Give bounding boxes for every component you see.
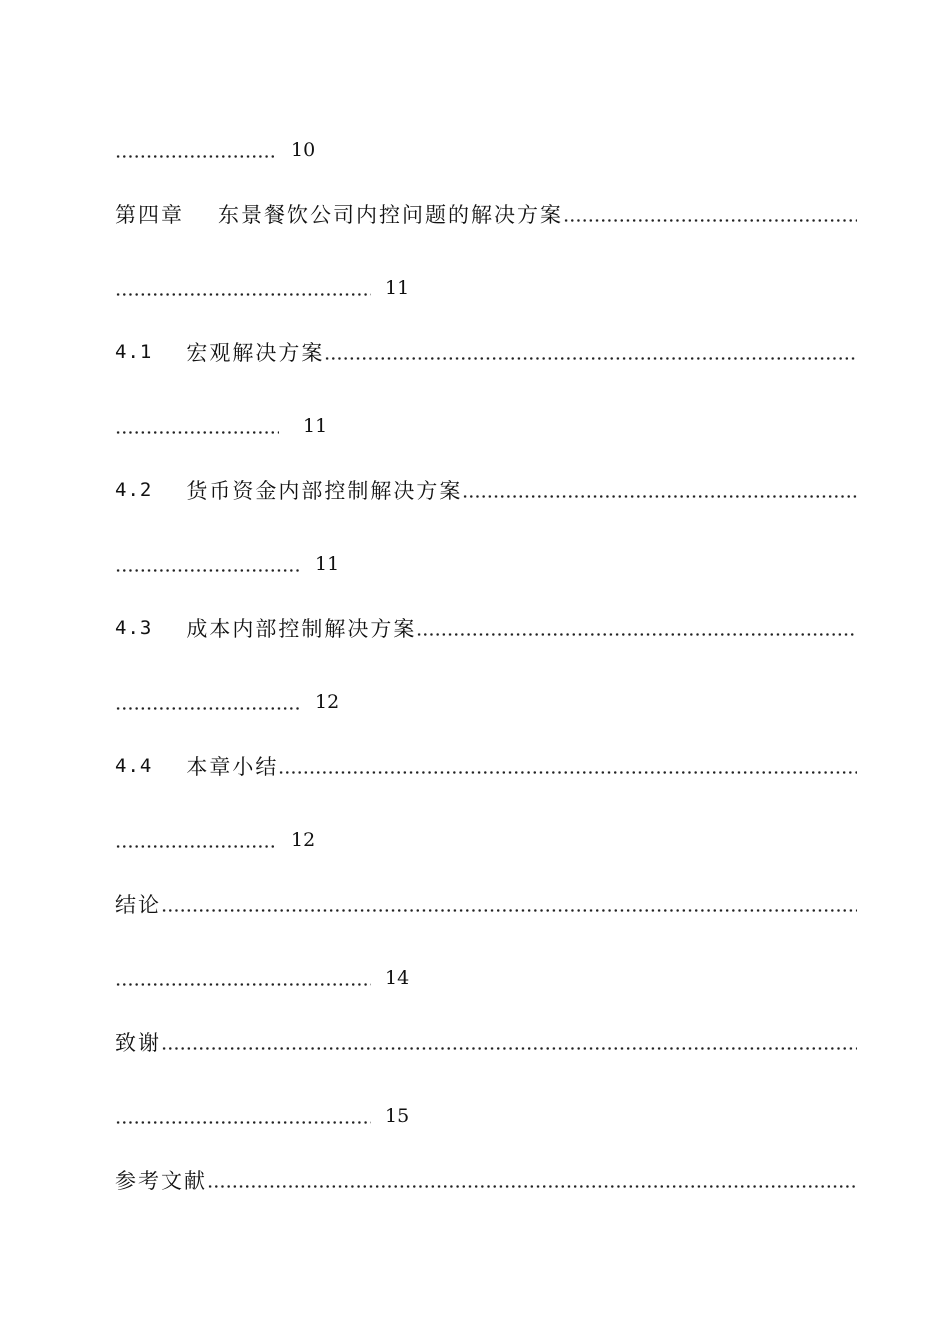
dot-leader: [115, 685, 301, 719]
toc-continuation-line: [115, 271, 409, 305]
toc-page-number: 14: [385, 967, 410, 989]
dot-leader: [278, 749, 857, 783]
toc-page-number: 11: [315, 553, 340, 575]
toc-entry-chapter-4[interactable]: [115, 197, 857, 231]
toc-entry-title: 致谢: [115, 1031, 161, 1055]
dot-leader: [462, 473, 857, 507]
toc-page-number: 15: [385, 1105, 410, 1127]
toc-entry-title: 参考文献: [115, 1169, 207, 1193]
toc-entry-title: 成本内部控制解决方案: [186, 617, 417, 641]
toc-entry-title: 宏观解决方案: [186, 341, 325, 365]
toc-entry-number: 第四章: [115, 203, 184, 227]
dot-leader: [207, 1163, 857, 1197]
toc-entry-number: 4.1: [115, 341, 153, 363]
toc-entry-acknowledgements[interactable]: [115, 1025, 857, 1059]
dot-leader: [115, 409, 279, 443]
dot-leader: [324, 335, 857, 369]
dot-leader: [115, 547, 301, 581]
toc-page-number: 11: [385, 277, 410, 299]
toc-continuation-line: [115, 685, 339, 719]
toc-entry-4-1[interactable]: [115, 335, 857, 369]
toc-continuation-line: [115, 547, 339, 581]
dot-leader: [416, 611, 857, 645]
toc-page-number: 10: [291, 139, 316, 161]
dot-leader: [115, 823, 277, 857]
toc-entry-number: 4.2: [115, 479, 153, 501]
toc-continuation-line: [115, 823, 315, 857]
toc-entry-4-2[interactable]: [115, 473, 857, 507]
dot-leader: [563, 197, 857, 231]
dot-leader: [161, 1025, 857, 1059]
dot-leader: [115, 961, 371, 995]
dot-leader: [115, 133, 277, 167]
dot-leader: [115, 271, 371, 305]
toc-entry-number: 4.3: [115, 617, 153, 639]
toc-entry-title: 东景餐饮公司内控问题的解决方案: [218, 203, 563, 227]
toc-entry-references[interactable]: [115, 1163, 857, 1197]
toc-page-number: 12: [315, 691, 340, 713]
dot-leader: [115, 1099, 371, 1133]
toc-entry-number: 4.4: [115, 755, 153, 777]
toc-page-number: 11: [303, 415, 328, 437]
dot-leader: [161, 887, 857, 921]
toc-continuation-line: [115, 409, 327, 443]
toc-continuation-line: [115, 133, 315, 167]
toc-entry-title: 货币资金内部控制解决方案: [186, 479, 463, 503]
toc-entry-4-4[interactable]: [115, 749, 857, 783]
toc-entry-conclusion[interactable]: [115, 887, 857, 921]
toc-entry-title: 结论: [115, 893, 161, 917]
toc-continuation-line: [115, 1099, 409, 1133]
toc-continuation-line: [115, 961, 409, 995]
toc-entry-4-3[interactable]: [115, 611, 857, 645]
toc-entry-title: 本章小结: [186, 755, 279, 779]
toc-page-number: 12: [291, 829, 316, 851]
